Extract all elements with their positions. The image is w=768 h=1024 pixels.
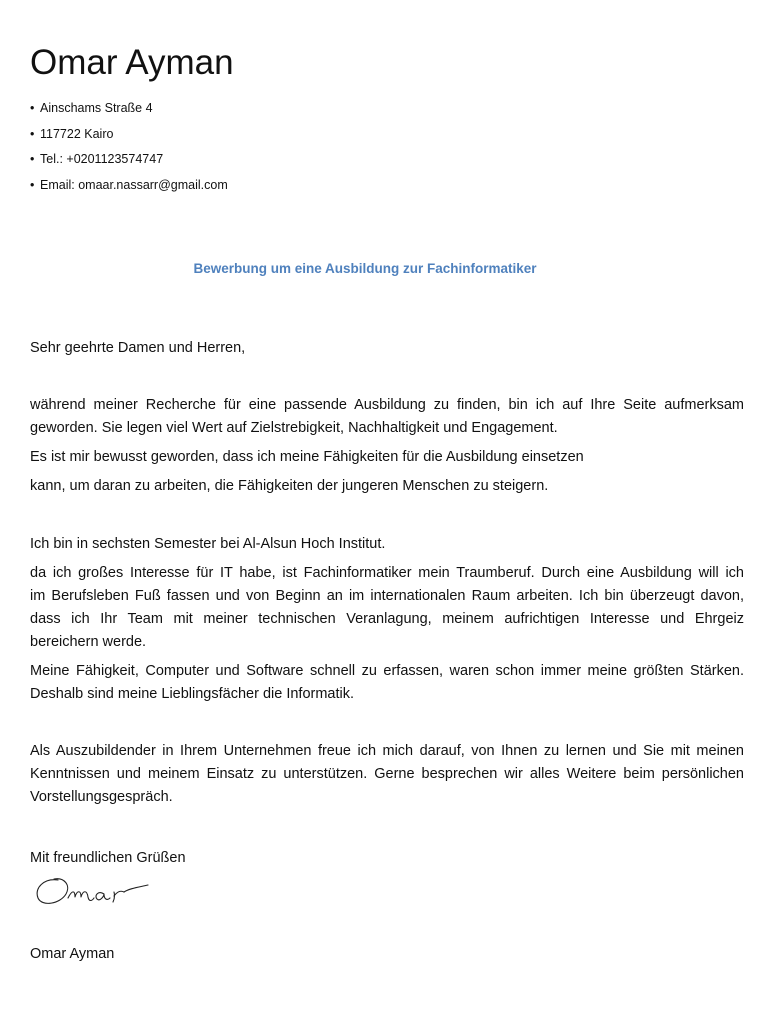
closing-text: Mit freundlichen Grüßen: [30, 850, 186, 866]
paragraph-line: Kenntnissen und meinem Einsatz zu unterstützen. Gerne besprechen wir alles Weitere beim persönlichen: [30, 766, 744, 782]
contact-item-email: [30, 176, 228, 202]
bullet-icon: •: [30, 101, 35, 115]
closing: [30, 847, 744, 870]
phone-number: Tel.: +0201123574747: [40, 152, 164, 166]
bullet-icon: •: [30, 126, 35, 141]
street-address: Ainschams Straße 4: [40, 101, 153, 115]
salutation: [30, 337, 744, 360]
paragraph-line: kann, um daran zu arbeiten, die Fähigkeiten der jungeren Menschen zu steigern.: [30, 478, 549, 494]
paragraph-line: Vorstellungsgespräch.: [30, 789, 173, 805]
bullet-icon: •: [30, 152, 35, 166]
city-address: 117722 Kairo: [40, 126, 114, 141]
sender-contact-list: [30, 99, 228, 201]
paragraph-background: [30, 533, 744, 706]
contact-item-street: [30, 99, 228, 125]
salutation-text: Sehr geehrte Damen und Herren,: [30, 340, 246, 356]
contact-item-phone: [30, 150, 228, 176]
paragraph-line: während meiner Recherche für eine passende Ausbildung zu finden, bin ich auf Ihre Seite aufmerksam: [30, 397, 744, 413]
paragraph-line: da ich großes Interesse für IT habe, ist Fachinformatiker mein Traumberuf. Durch eine Ausbildung will ich: [30, 565, 744, 581]
paragraph-line: im Berufsleben Fuß fassen und von Beginn an im internationalen Raum arbeiten. Ich bin überzeugt davon,: [30, 588, 744, 604]
bullet-icon: •: [30, 177, 35, 192]
paragraph-line: dass ich Ihr Team mit meiner technischen Veranlagung, meinem aufrichtigen Interesse und Ehrgeiz: [30, 611, 744, 627]
paragraph-line: Es ist mir bewusst geworden, dass ich meine Fähigkeiten für die Ausbildung einsetzen: [30, 449, 584, 465]
signature-image: [28, 868, 158, 916]
paragraph-motivation: [30, 394, 744, 498]
paragraph-line: geworden. Sie legen viel Wert auf Zielstrebigkeit, Nachhaltigkeit und Engagement.: [30, 420, 558, 436]
email-address: Email: omaar.nassarr@gmail.com: [40, 177, 228, 192]
paragraph-closing-statement: [30, 740, 744, 809]
paragraph-line: bereichern werde.: [30, 634, 147, 650]
paragraph-line: Deshalb sind meine Lieblingsfächer die Informatik.: [30, 686, 355, 702]
paragraph-line: Meine Fähigkeit, Computer und Software schnell zu erfassen, waren schon immer meine größten Stärken.: [30, 663, 744, 679]
signed-name-text: Omar Ayman: [30, 946, 115, 962]
subject-line: Bewerbung um eine Ausbildung zur Fachinformatiker: [193, 261, 537, 276]
paragraph-line: Ich bin in sechsten Semester bei Al-Alsun Hoch Institut.: [30, 536, 386, 552]
contact-item-city: [30, 125, 228, 151]
sender-name: Omar Ayman: [30, 43, 234, 82]
signed-name: [30, 943, 744, 966]
paragraph-line: Als Auszubildender in Ihrem Unternehmen freue ich mich darauf, von Ihnen zu lernen und Sie mit meinen: [30, 743, 744, 759]
